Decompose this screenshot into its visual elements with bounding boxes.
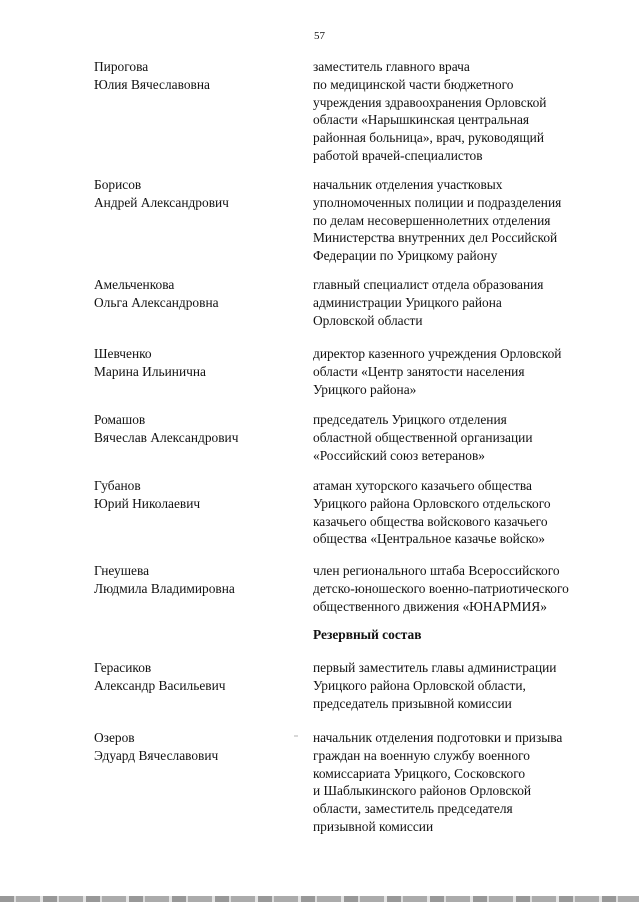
role-line: казачьего общества войскового казачьего [313,513,548,529]
role-line: комиссариата Урицкого, Сосковского [313,765,526,781]
member-surname: Борисов [94,177,142,192]
role-line: граждан на военную службу военного [313,747,531,763]
role-line: атаман хуторского казачьего общества [313,478,532,493]
member-surname: Губанов [94,478,141,493]
member-name [94,659,299,695]
role-line: администрации Урицкого района [313,294,502,310]
role-line: учреждения здравоохранения Орловской [313,94,547,110]
role-line: начальник отделения участковых [313,177,503,192]
member-role [313,176,613,265]
member-name [94,345,299,381]
role-line: общества «Центральное казачье войско» [313,531,546,547]
member-surname: Шевченко [94,346,152,361]
member-given-name: Юлия Вячеславовна [94,76,210,92]
member-surname: Амельченкова [94,277,175,292]
scan-speck [294,735,298,737]
role-line: Урицкого района» [313,381,417,397]
role-line: председатель Урицкого отделения [313,412,507,427]
member-given-name: Александр Васильевич [94,677,226,693]
role-line: районная больница», врач, руководящий [313,130,544,146]
member-role [313,659,613,712]
role-line: по медицинской части бюджетного [313,76,514,92]
role-line: начальник отделения подготовки и призыва [313,730,563,745]
member-surname: Герасиков [94,660,152,675]
member-surname: Гнеушева [94,563,150,578]
role-line: общественного движения «ЮНАРМИЯ» [313,598,547,614]
member-role [313,411,613,464]
role-line: области «Центр занятости населения [313,363,525,379]
role-line: призывной комиссии [313,818,434,834]
member-role [313,562,613,615]
page-number: 57 [314,30,325,42]
role-line: уполномоченных полиции и подразделения [313,194,562,210]
role-line: Федерации по Урицкому району [313,248,498,264]
member-given-name: Эдуард Вячеславович [94,747,219,763]
role-line: «Российский союз ветеранов» [313,447,485,463]
member-name [94,562,299,598]
role-line: первый заместитель главы администрации [313,660,557,675]
member-given-name: Андрей Александрович [94,194,229,210]
role-line: по делам несовершеннолетних отделения [313,212,551,228]
role-line: и Шаблыкинского районов Орловской [313,783,532,799]
role-line: областной общественной организации [313,429,533,445]
member-surname: Пирогова [94,59,149,74]
role-line: Орловской области [313,312,423,328]
role-line: член регионального штаба Всероссийского [313,563,560,578]
role-line: заместитель главного врача [313,59,470,74]
role-line: главный специалист отдела образования [313,277,544,292]
role-line: председатель призывной комиссии [313,695,512,711]
member-name [94,411,299,447]
member-surname: Ромашов [94,412,146,427]
role-line: Министерства внутренних дел Российской [313,230,558,246]
member-name [94,729,299,765]
member-role [313,276,613,329]
member-role [313,477,613,548]
member-given-name: Марина Ильинична [94,363,206,379]
member-given-name: Юрий Николаевич [94,495,201,511]
role-line: директор казенного учреждения Орловской [313,346,562,361]
member-name [94,58,299,94]
member-role [313,729,613,836]
role-line: Урицкого района Орловской области, [313,677,526,693]
role-line: детско-юношеского военно-патриотического [313,580,569,596]
member-given-name: Вячеслав Александрович [94,429,239,445]
member-name [94,176,299,212]
role-line: области «Нарышкинская центральная [313,112,530,128]
role-line: области, заместитель председателя [313,801,513,817]
member-surname: Озеров [94,730,135,745]
member-role [313,345,613,398]
member-role [313,58,613,165]
member-given-name: Людмила Владимировна [94,580,235,596]
role-line: работой врачей-специалистов [313,147,483,163]
member-name [94,276,299,312]
member-given-name: Ольга Александровна [94,294,219,310]
role-line: Урицкого района Орловского отдельского [313,495,551,511]
scan-bottom-edge [0,896,639,902]
member-name [94,477,299,513]
reserve-heading: Резервный состав [313,627,422,642]
